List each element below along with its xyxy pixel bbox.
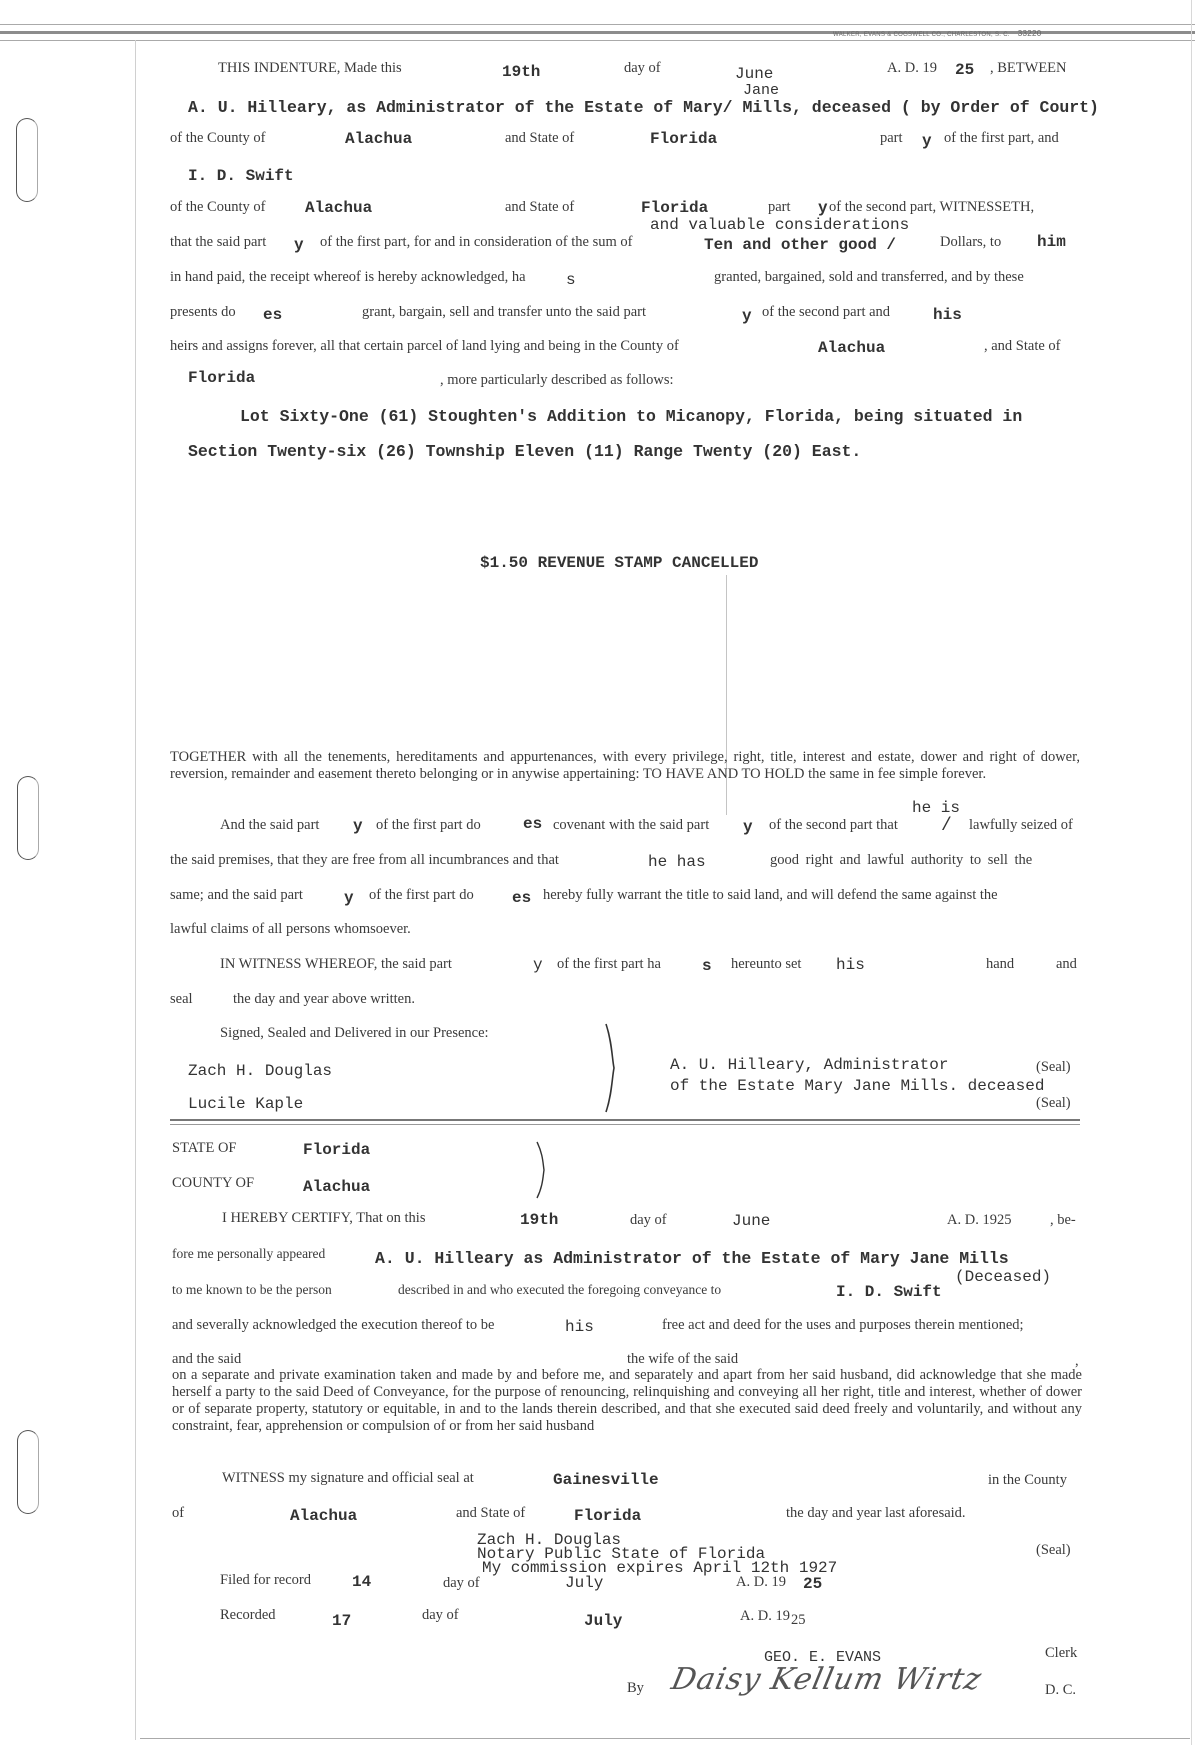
dc-label: D. C.	[1045, 1682, 1077, 1698]
by-label: By	[627, 1680, 644, 1696]
ack-state: Florida	[303, 1141, 371, 1159]
part-label-2: part	[768, 199, 791, 215]
in-the-county: in the County	[988, 1472, 1067, 1488]
grantor-county: Alachua	[345, 130, 413, 148]
ack-be: , be-	[1050, 1212, 1076, 1228]
grant-text: grant, bargain, sell and transfer unto the said part	[362, 304, 647, 320]
notary-name: Zach H. Douglas	[477, 1531, 622, 1549]
premises-b: good right and lawful authority to sell the	[770, 852, 1033, 868]
lawful-claims: lawful claims of all persons whomsoever.	[170, 921, 411, 937]
printer-line: WALKER, EVANS & COGSWELL CO., CHARLESTON, S. C.	[833, 32, 1010, 38]
same-b: of the first part do	[369, 887, 474, 903]
covenant-d: of the second part that	[769, 817, 898, 833]
covenant-slash: /	[941, 816, 952, 836]
covenant-es: es	[523, 815, 543, 833]
severally-a: and severally acknowledged the execution thereof to be	[172, 1317, 495, 1333]
second-part-and: of the second part and	[762, 304, 891, 320]
and-the-said: and the said	[172, 1351, 242, 1367]
bottom-rule	[140, 1738, 1190, 1739]
witness-b: of the first part ha	[557, 956, 661, 972]
wife-comma: ,	[1075, 1353, 1079, 1369]
binder-hole-icon	[17, 1430, 39, 1514]
right-margin-line	[1191, 0, 1192, 1745]
venue-brace-icon	[534, 1140, 550, 1200]
land-county: Alachua	[818, 339, 886, 357]
grantor-signature-line-2: of the Estate Mary Jane Mills. deceased	[670, 1077, 1045, 1095]
wife-of-said: the wife of the said	[627, 1351, 739, 1367]
described-text: , more particularly described as follows:	[440, 372, 674, 388]
premises-a: the said premises, that they are free from all incumbrances and that	[170, 852, 559, 868]
jane-insert: Jane	[743, 82, 780, 99]
ack-day-of: day of	[630, 1212, 667, 1228]
appeared-party: A. U. Hilleary as Administrator of the Estate of Mary Jane Mills	[375, 1249, 1009, 1268]
witness-and: and	[1056, 956, 1077, 972]
witness-y: y	[533, 956, 543, 974]
ack-county-label: COUNTY OF	[172, 1175, 255, 1191]
together-paragraph: TOGETHER with all the tenements, hereditaments and appurtenances, with every privilege, right, title, interest and estate, dower and right of dower, reversion, remainder and easement thereto belonging or in anywise appertaining: TO HAVE AND TO HOLD the same in fee simple forever.	[170, 749, 1080, 782]
last-aforesaid: the day and year last aforesaid.	[786, 1505, 966, 1521]
witness-signature-text: WITNESS my signature and official seal at	[222, 1470, 474, 1486]
severally-b: free act and deed for the uses and purposes therein mentioned;	[662, 1317, 1024, 1333]
filed-ad: A. D. 19	[736, 1574, 786, 1590]
has-suffix: s	[566, 271, 576, 289]
grantee-name: I. D. Swift	[188, 167, 294, 185]
ack-grantee: I. D. Swift	[836, 1283, 942, 1301]
certify-text: I HEREBY CERTIFY, That on this	[222, 1210, 426, 1226]
part-suffix-2: y	[818, 199, 828, 217]
between-label: , BETWEEN	[990, 60, 1067, 76]
witness-a: IN WITNESS WHEREOF, the said part	[220, 956, 452, 972]
form-number: 33220	[1017, 29, 1042, 38]
covenant-c: covenant with the said part	[553, 817, 710, 833]
known-a: to me known to be the person	[172, 1282, 332, 1297]
ack-county: Alachua	[303, 1178, 371, 1196]
indenture-year: 25	[955, 61, 975, 79]
notary-seal: (Seal)	[1036, 1542, 1071, 1558]
recorded-day: 17	[332, 1612, 352, 1630]
ack-month: June	[732, 1212, 771, 1230]
granted-text: granted, bargained, sold and transferred, and by these	[714, 269, 1024, 285]
witness-2-name: Lucile Kaple	[188, 1095, 304, 1113]
grantor-signature-line-1: A. U. Hilleary, Administrator	[670, 1056, 949, 1074]
of-label: of	[172, 1505, 185, 1521]
witness-hand: hand	[986, 956, 1015, 972]
same-c: hereby fully warrant the title to said land, and will defend the same against the	[543, 887, 998, 903]
clerk-label: Clerk	[1045, 1645, 1078, 1661]
es-suffix: es	[263, 306, 283, 324]
to-him: him	[1037, 233, 1066, 251]
binder-hole-icon	[16, 118, 38, 202]
witness-city: Gainesville	[553, 1471, 659, 1489]
witness-1-name: Zach H. Douglas	[188, 1062, 333, 1080]
recorded-year: 25	[791, 1612, 806, 1628]
ack-and-state: and State of	[456, 1505, 526, 1521]
day-year-text: the day and year above written.	[233, 991, 415, 1007]
and-state-of: , and State of	[984, 338, 1061, 354]
witness-c: hereunto set	[731, 956, 802, 972]
covenant-y2: y	[743, 818, 753, 836]
consideration-text: of the first part, for and in consideration of the sum of	[320, 234, 633, 250]
filed-label: Filed for record	[220, 1572, 311, 1588]
ack-state-label: STATE OF	[172, 1140, 237, 1156]
ad-label: A. D. 19	[887, 60, 937, 76]
filed-day: 14	[352, 1573, 372, 1591]
signed-sealed-text: Signed, Sealed and Delivered in our Presence:	[220, 1025, 489, 1041]
state-label-2: and State of	[505, 199, 575, 215]
hand-paid-text: in hand paid, the receipt whereof is hereby acknowledged, ha	[170, 269, 526, 285]
top-rule-1	[0, 24, 1195, 25]
covenant-b: of the first part do	[376, 817, 481, 833]
legal-description-line-1: Lot Sixty-One (61) Stoughten's Addition to Micanopy, Florida, being situated in	[240, 407, 1023, 426]
presents-do: presents do	[170, 304, 236, 320]
fore-me-text: fore me personally appeared	[172, 1246, 326, 1261]
printer-imprint	[833, 29, 1042, 38]
same-a: same; and the said part	[170, 887, 303, 903]
he-is-insert: he is	[912, 799, 961, 817]
grantor-state: Florida	[650, 130, 718, 148]
first-part-label: of the first part, and	[944, 130, 1059, 146]
covenant-y: y	[353, 817, 363, 835]
section-separator-1	[170, 1119, 1080, 1121]
recorded-label: Recorded	[220, 1607, 276, 1623]
recorded-ad: A. D. 19	[740, 1608, 790, 1624]
grantee-state: Florida	[641, 199, 709, 217]
grantor-line: A. U. Hilleary, as Administrator of the Estate of Mary/ Mills, deceased ( by Order of Court)	[188, 98, 1099, 117]
deceased-note: (Deceased)	[955, 1268, 1052, 1286]
ack-his: his	[565, 1318, 594, 1336]
separate-examination-paragraph: on a separate and private examination taken and made by and before me, and separately and apart from her said husband, did acknowledge that she made herself a party to the said Deed of Conveyance, for the purpose of renouncing, relinquishing and conveying all her right, title and interest, whether of dower or of separate property, statutory or equitable, in and to the lands therein described, and that she executed said deed freely and voluntarily, and without any constraint, fear, apprehension or compulsion of or from her said husband	[172, 1367, 1082, 1434]
witness-his: his	[836, 956, 865, 974]
part-label: part	[880, 130, 903, 146]
same-es: es	[512, 889, 532, 907]
seal-word: seal	[170, 991, 193, 1007]
revenue-stamp-note: $1.50 REVENUE STAMP CANCELLED	[480, 554, 759, 572]
part-suffix-3: y	[294, 236, 304, 254]
known-b: described in and who executed the foregoing conveyance to	[398, 1282, 722, 1297]
notary-title: Notary Public State of Florida	[477, 1545, 766, 1563]
left-margin-line	[135, 40, 136, 1740]
same-y: y	[344, 889, 354, 907]
filed-day-of: day of	[443, 1575, 480, 1591]
covenant-a: And the said part	[220, 817, 320, 833]
county-label: of the County of	[170, 130, 266, 146]
recorded-month: July	[584, 1612, 623, 1630]
binder-hole-icon	[17, 776, 39, 860]
indenture-intro: THIS INDENTURE, Made this	[218, 60, 402, 76]
section-separator-2	[170, 1124, 1080, 1125]
day-of-label: day of	[624, 60, 661, 76]
recorded-day-of: day of	[422, 1607, 459, 1623]
notary-commission: My commission expires April 12th 1927	[482, 1559, 838, 1577]
ack-county-2: Alachua	[290, 1507, 358, 1525]
ack-state-2: Florida	[574, 1507, 642, 1525]
consideration-sum: Ten and other good /	[704, 236, 897, 254]
ack-ad: A. D. 1925	[947, 1212, 1012, 1228]
clerk-name: GEO. E. EVANS	[764, 1649, 882, 1666]
indenture-day: 19th	[502, 63, 541, 81]
witness-s: s	[702, 957, 712, 975]
consideration-insert: and valuable considerations	[650, 216, 910, 234]
county-label-2: of the County of	[170, 199, 266, 215]
seal-label-1: (Seal)	[1036, 1059, 1071, 1075]
ack-day: 19th	[520, 1211, 559, 1229]
part-suffix: y	[922, 132, 932, 150]
covenant-e: lawfully seized of	[969, 817, 1073, 833]
dollars-to: Dollars, to	[940, 234, 1002, 250]
filed-month: July	[565, 1574, 604, 1592]
grantee-county: Alachua	[305, 199, 373, 217]
heirs-text: heirs and assigns forever, all that certain parcel of land lying and being in the County of	[170, 338, 679, 354]
seal-label-2: (Seal)	[1036, 1095, 1071, 1111]
legal-description-line-2: Section Twenty-six (26) Township Eleven (11) Range Twenty (20) East.	[188, 442, 862, 461]
land-state: Florida	[188, 369, 256, 387]
his-heirs: his	[933, 306, 962, 324]
indenture-month: June	[735, 65, 774, 83]
filed-year: 25	[803, 1575, 823, 1593]
he-has: he has	[648, 853, 706, 871]
state-label: and State of	[505, 130, 575, 146]
that-said-part: that the said part	[170, 234, 267, 250]
top-rule-3	[0, 40, 1195, 41]
second-part-witnesseth: of the second part, WITNESSETH,	[829, 199, 1035, 215]
deputy-clerk-signature: Daisy Kellum Wirtz	[668, 1662, 986, 1697]
signature-brace-icon	[600, 1022, 624, 1114]
part-suffix-4: y	[742, 307, 752, 325]
